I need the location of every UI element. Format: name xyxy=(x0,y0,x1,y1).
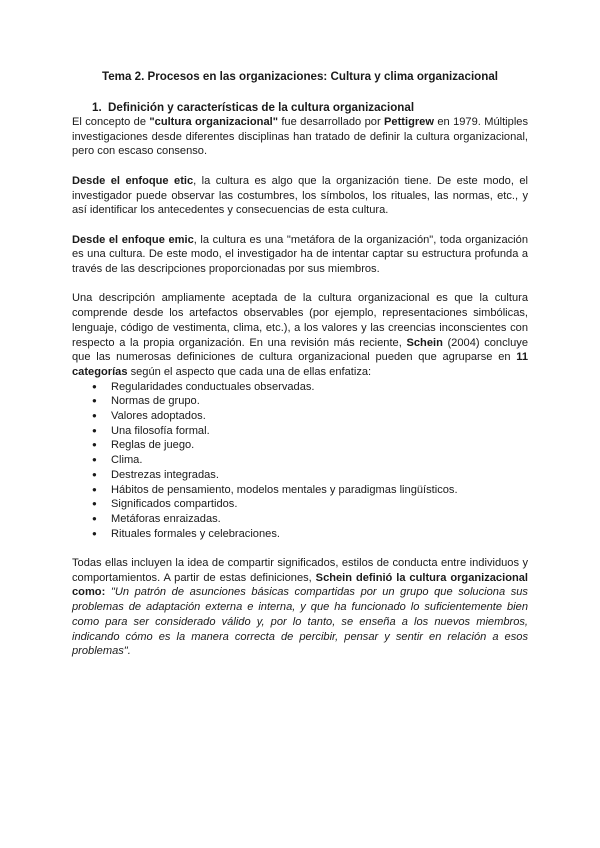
list-item-text: Rituales formales y celebraciones. xyxy=(111,527,280,540)
bold-term: "cultura organizacional" xyxy=(149,116,278,128)
text-run: en 1979. Múltiples investigaciones desde diferentes disciplinas han tratado de definir la cultura organizacional, pero con escaso consenso. xyxy=(72,116,529,158)
paragraph-concept-origin xyxy=(72,115,528,159)
list-item xyxy=(92,497,528,512)
document-title: Tema 2. Procesos en las organizaciones: Cultura y clima organizacional xyxy=(101,70,499,83)
bullet-icon: ● xyxy=(92,411,97,421)
list-item xyxy=(92,512,528,527)
paragraph-schein-definition xyxy=(72,556,528,659)
list-item xyxy=(92,438,528,453)
text-run: fue desarrollado por xyxy=(277,116,385,128)
section-heading xyxy=(92,101,528,114)
list-item xyxy=(92,380,528,395)
list-item-text: Significados compartidos. xyxy=(111,498,238,511)
categories-list xyxy=(72,380,528,542)
list-item-text: Normas de grupo. xyxy=(111,395,200,408)
bullet-icon: ● xyxy=(92,381,97,391)
list-item xyxy=(92,409,528,424)
list-item xyxy=(92,483,528,498)
bold-categories: 11 categorías xyxy=(72,351,528,378)
list-item-text: Hábitos de pensamiento, modelos mentales y paradigmas lingüísticos. xyxy=(111,483,458,496)
bold-author: Schein xyxy=(406,336,443,349)
list-item-text: Metáforas enraizadas. xyxy=(111,512,221,525)
bullet-icon: ● xyxy=(92,455,97,465)
bullet-icon: ● xyxy=(92,469,97,479)
list-item xyxy=(92,527,528,542)
list-item xyxy=(92,453,528,468)
text-run: según el aspecto que cada una de ellas enfatiza: xyxy=(127,365,372,378)
list-item-text: Reglas de juego. xyxy=(111,439,195,452)
lead-emic: Desde el enfoque emic xyxy=(72,233,194,246)
paragraph-emic xyxy=(72,233,528,277)
section-heading-text: Definición y características de la cultura organizacional xyxy=(108,101,415,114)
bullet-icon: ● xyxy=(92,513,97,523)
text-run: (2004) concluye que las numerosas definiciones de cultura organizacional pueden que agruparse en xyxy=(72,336,528,364)
list-item-text: Regularidades conductuales observadas. xyxy=(111,380,315,393)
text-run: Una descripción ampliamente aceptada de la cultura organizacional es que la cultura comprende desde los artefactos observables (por ejemplo, representaciones simbólicas, lenguaje, código de vestimenta, clima, etc.), a los valores y las creencias inconscientes con respecto a la propia organización. En una revisión más reciente, xyxy=(72,292,528,349)
list-item xyxy=(92,468,528,483)
section-number: 1. xyxy=(92,101,102,114)
text-run: , la cultura es una "metáfora de la organización", toda organización es una cultura. De este modo, el investigador ha de intentar captar su estructura profunda a través de las descripciones proporcionadas por sus miembros. xyxy=(72,233,528,275)
lead-etic: Desde el enfoque etic xyxy=(72,174,194,187)
list-item xyxy=(92,424,528,439)
bullet-icon: ● xyxy=(92,528,97,538)
list-item xyxy=(92,394,528,409)
text-run: , la cultura es algo que la organización tiene. De este modo, el investigador puede observar las costumbres, los símbolos, los rituales, las normas, etc., y así identificar los antecedentes y consecuencias de esta cultura. xyxy=(72,174,528,217)
paragraph-description xyxy=(72,291,528,379)
text-run: Todas ellas incluyen la idea de compartir significados, estilos de conducta entre individuos y comportamientos. A partir de estas definiciones, xyxy=(72,557,528,584)
list-item-text: Clima. xyxy=(111,454,143,467)
bullet-icon: ● xyxy=(92,440,97,450)
bold-definition-lead: Schein definió la cultura organizacional como: xyxy=(72,571,528,599)
bullet-icon: ● xyxy=(92,396,97,406)
list-item-text: Valores adoptados. xyxy=(111,410,206,423)
bullet-icon: ● xyxy=(92,499,97,509)
definition-quote: "Un patrón de asunciones básicas compartidas por un grupo que soluciona sus problemas de adaptación externa e interna, y que ha funcionado lo suficientemente bien como para ser considerado válido y, por lo tanto, se enseña a los nuevos miembros, indicando cómo es la manera correcta de percibir, pensar y sentir en relación a esos problemas". xyxy=(72,586,528,658)
list-item-text: Destrezas integradas. xyxy=(111,468,219,481)
bullet-icon: ● xyxy=(92,484,97,494)
bullet-icon: ● xyxy=(92,425,97,435)
paragraph-etic xyxy=(72,174,528,218)
list-item-text: Una filosofía formal. xyxy=(111,424,210,437)
bold-author: Pettigrew xyxy=(384,116,434,128)
text-run: El concepto de xyxy=(72,116,150,128)
